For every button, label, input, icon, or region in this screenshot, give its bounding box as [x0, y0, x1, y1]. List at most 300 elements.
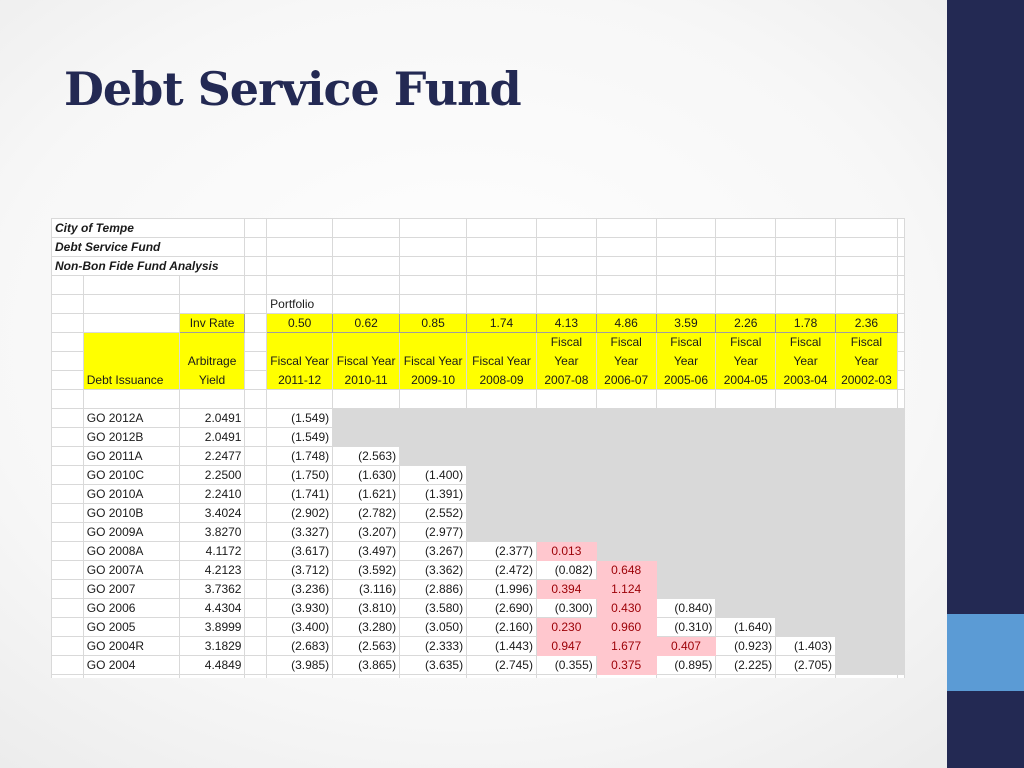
empty-cell — [897, 599, 904, 618]
arbitrage-yield: 4.4849 — [179, 656, 245, 675]
empty-cell — [52, 333, 84, 352]
empty-cell — [52, 447, 84, 466]
debt-issuance-name: GO 2005 — [83, 618, 179, 637]
empty-cell — [83, 276, 179, 295]
empty-cell — [716, 675, 776, 679]
fund-value-cell — [467, 504, 537, 523]
fund-value-cell — [536, 504, 596, 523]
fund-value-cell: (2.705) — [776, 656, 836, 675]
empty-cell — [400, 675, 467, 679]
fund-value-cell — [716, 523, 776, 542]
empty-cell — [716, 390, 776, 409]
empty-cell — [52, 580, 84, 599]
blank-row — [52, 276, 905, 295]
empty-cell — [536, 257, 596, 276]
empty-cell — [656, 675, 716, 679]
empty-cell — [897, 466, 904, 485]
empty-cell — [245, 219, 267, 238]
inv-rate-value: 0.85 — [400, 314, 467, 333]
fund-value-cell — [536, 447, 596, 466]
fund-value-cell: 0.013 — [536, 542, 596, 561]
fiscal-year-header: Year — [835, 352, 897, 371]
empty-cell — [656, 257, 716, 276]
arbitrage-yield: 2.2500 — [179, 466, 245, 485]
fund-value-cell — [536, 428, 596, 447]
inv-rate-value: 1.78 — [776, 314, 836, 333]
fund-value-cell: (0.300) — [536, 599, 596, 618]
empty-cell — [245, 390, 267, 409]
fund-value-cell — [536, 485, 596, 504]
empty-cell — [400, 257, 467, 276]
spreadsheet-image — [51, 218, 905, 678]
empty-cell — [267, 390, 333, 409]
debt-issuance-name: GO 2010B — [83, 504, 179, 523]
fund-value-cell: (1.549) — [267, 428, 333, 447]
blank-row — [52, 390, 905, 409]
fund-value-cell — [776, 599, 836, 618]
empty-cell — [776, 675, 836, 679]
fund-value-cell — [716, 580, 776, 599]
fund-value-cell: (2.160) — [467, 618, 537, 637]
fund-value-cell: (3.865) — [333, 656, 400, 675]
empty-cell — [536, 675, 596, 679]
empty-cell — [897, 333, 904, 352]
empty-cell — [52, 371, 84, 390]
inv-rate-value: 0.62 — [333, 314, 400, 333]
empty-cell — [897, 504, 904, 523]
table-row — [52, 466, 905, 485]
empty-cell — [835, 295, 897, 314]
fiscal-year-header: Fiscal — [536, 333, 596, 352]
debt-issuance-name: GO 2012A — [83, 409, 179, 428]
fiscal-year-header: Fiscal Year — [267, 352, 333, 371]
empty-cell — [897, 219, 904, 238]
empty-cell — [536, 295, 596, 314]
fiscal-year-header: Year — [536, 352, 596, 371]
empty-cell — [52, 561, 84, 580]
fund-value-cell — [835, 428, 897, 447]
fiscal-year-header: Fiscal Year — [333, 352, 400, 371]
empty-cell — [467, 295, 537, 314]
empty-cell — [179, 295, 245, 314]
arbitrage-yield: 3.8270 — [179, 523, 245, 542]
empty-cell — [245, 257, 267, 276]
fund-value-cell — [596, 409, 656, 428]
empty-cell — [52, 409, 84, 428]
fund-value-cell: (1.443) — [467, 637, 537, 656]
fund-value-cell — [776, 466, 836, 485]
header-fill-cell — [179, 333, 245, 352]
fund-value-cell — [835, 447, 897, 466]
table-row — [52, 561, 905, 580]
fund-value-cell: (2.683) — [267, 637, 333, 656]
empty-cell — [245, 580, 267, 599]
fund-value-cell: (2.782) — [333, 504, 400, 523]
fund-value-cell: 0.394 — [536, 580, 596, 599]
empty-cell — [897, 314, 904, 333]
empty-cell — [596, 219, 656, 238]
empty-cell — [716, 257, 776, 276]
debt-issuance-name: GO 2010C — [83, 466, 179, 485]
fiscal-header-row — [52, 352, 905, 371]
empty-cell — [179, 675, 245, 679]
empty-cell — [897, 523, 904, 542]
sheet-header-row — [52, 238, 905, 257]
empty-cell — [897, 656, 904, 675]
table-row — [52, 447, 905, 466]
fund-value-cell — [467, 523, 537, 542]
empty-cell — [467, 238, 537, 257]
fiscal-year-header: Fiscal — [776, 333, 836, 352]
fund-value-cell — [776, 523, 836, 542]
arbitrage-yield: 3.1829 — [179, 637, 245, 656]
fund-value-cell: (1.621) — [333, 485, 400, 504]
fund-value-cell: 1.677 — [596, 637, 656, 656]
empty-cell — [897, 371, 904, 390]
fund-value-cell — [716, 447, 776, 466]
fund-value-cell — [716, 409, 776, 428]
portfolio-label: Portfolio — [267, 295, 333, 314]
empty-cell — [267, 238, 333, 257]
arbitrage-yield: 3.7362 — [179, 580, 245, 599]
fund-value-cell — [835, 599, 897, 618]
empty-cell — [52, 276, 84, 295]
fund-value-cell — [333, 409, 400, 428]
empty-cell — [245, 447, 267, 466]
empty-cell — [536, 219, 596, 238]
empty-cell — [245, 542, 267, 561]
empty-cell — [245, 466, 267, 485]
fund-value-cell — [776, 580, 836, 599]
fund-value-cell — [835, 466, 897, 485]
fund-value-cell — [333, 428, 400, 447]
fiscal-year-header: Fiscal — [716, 333, 776, 352]
debt-issuance-name: GO 2008A — [83, 542, 179, 561]
fund-value-cell: (3.592) — [333, 561, 400, 580]
fund-value-cell: (1.996) — [467, 580, 537, 599]
fund-value-cell: (2.902) — [267, 504, 333, 523]
empty-cell — [776, 257, 836, 276]
fund-value-cell: (1.403) — [776, 637, 836, 656]
fund-value-cell: (3.280) — [333, 618, 400, 637]
fund-value-cell — [776, 618, 836, 637]
fund-value-cell — [776, 542, 836, 561]
fiscal-year-header: 2011-12 — [267, 371, 333, 390]
fund-value-cell — [776, 428, 836, 447]
empty-cell — [716, 238, 776, 257]
table-row — [52, 656, 905, 675]
arbitrage-yield: 3.4024 — [179, 504, 245, 523]
empty-cell — [776, 390, 836, 409]
fund-value-cell: (1.400) — [400, 466, 467, 485]
fiscal-year-header: Fiscal — [656, 333, 716, 352]
empty-cell — [52, 390, 84, 409]
fund-value-cell — [536, 409, 596, 428]
empty-cell — [897, 352, 904, 371]
empty-cell — [467, 276, 537, 295]
empty-cell — [52, 675, 84, 679]
fund-value-cell — [596, 447, 656, 466]
fiscal-year-header: 20002-03 — [835, 371, 897, 390]
fund-value-cell — [656, 447, 716, 466]
fund-value-cell — [596, 466, 656, 485]
inv-rate-value: 0.50 — [267, 314, 333, 333]
arbitrage-yield: 4.4304 — [179, 599, 245, 618]
table-row — [52, 580, 905, 599]
fund-value-cell — [467, 409, 537, 428]
inv-rate-value: 2.26 — [716, 314, 776, 333]
empty-cell — [656, 238, 716, 257]
fund-value-cell: (3.327) — [267, 523, 333, 542]
fiscal-year-header: 2009-10 — [400, 371, 467, 390]
debt-service-table — [51, 218, 905, 678]
empty-cell — [333, 219, 400, 238]
fund-value-cell — [716, 485, 776, 504]
fund-value-cell — [656, 466, 716, 485]
empty-cell — [835, 390, 897, 409]
empty-cell — [897, 276, 904, 295]
fund-value-cell — [835, 561, 897, 580]
sheet-header-row — [52, 219, 905, 238]
empty-cell — [467, 257, 537, 276]
empty-cell — [52, 428, 84, 447]
empty-cell — [776, 295, 836, 314]
fiscal-year-header: Fiscal Year — [400, 352, 467, 371]
fund-value-cell: (3.810) — [333, 599, 400, 618]
empty-cell — [897, 238, 904, 257]
debt-issuance-name: GO 2009A — [83, 523, 179, 542]
empty-cell — [716, 219, 776, 238]
empty-cell — [83, 314, 179, 333]
empty-cell — [245, 656, 267, 675]
empty-cell — [835, 257, 897, 276]
debt-issuance-label: Debt Issuance — [83, 371, 179, 390]
empty-cell — [897, 295, 904, 314]
empty-cell — [245, 352, 267, 371]
empty-cell — [52, 314, 84, 333]
debt-issuance-name: GO 2004R — [83, 637, 179, 656]
empty-cell — [897, 618, 904, 637]
empty-cell — [52, 542, 84, 561]
fund-value-cell — [467, 466, 537, 485]
empty-cell — [52, 618, 84, 637]
empty-cell — [776, 276, 836, 295]
fund-value-cell: (2.563) — [333, 447, 400, 466]
fund-value-cell: (2.977) — [400, 523, 467, 542]
empty-cell — [52, 504, 84, 523]
fiscal-year-header — [333, 333, 400, 352]
empty-cell — [716, 295, 776, 314]
fund-value-cell: (0.923) — [716, 637, 776, 656]
empty-cell — [596, 295, 656, 314]
debt-issuance-name: GO 2010A — [83, 485, 179, 504]
fund-value-cell: (3.635) — [400, 656, 467, 675]
empty-cell — [52, 656, 84, 675]
empty-cell — [835, 238, 897, 257]
fund-value-cell: (0.082) — [536, 561, 596, 580]
debt-issuance-name: GO 2006 — [83, 599, 179, 618]
empty-cell — [333, 295, 400, 314]
fund-value-cell — [835, 656, 897, 675]
empty-cell — [333, 276, 400, 295]
fiscal-year-header: 2008-09 — [467, 371, 537, 390]
header-fill-cell — [83, 352, 179, 371]
fund-value-cell: 0.407 — [656, 637, 716, 656]
fund-value-cell — [716, 504, 776, 523]
empty-cell — [245, 618, 267, 637]
empty-cell — [835, 219, 897, 238]
fund-value-cell — [467, 485, 537, 504]
fund-value-cell — [596, 504, 656, 523]
empty-cell — [333, 390, 400, 409]
table-row — [52, 637, 905, 656]
arbitrage-yield: 2.0491 — [179, 409, 245, 428]
table-row — [52, 618, 905, 637]
fund-value-cell — [835, 523, 897, 542]
empty-cell — [333, 675, 400, 679]
fund-value-cell — [400, 428, 467, 447]
inv-rate-row — [52, 314, 905, 333]
table-row — [52, 504, 905, 523]
fund-value-cell — [400, 409, 467, 428]
arbitrage-label: Arbitrage — [179, 352, 245, 371]
fund-value-cell — [536, 466, 596, 485]
fund-value-cell: (3.580) — [400, 599, 467, 618]
empty-cell — [897, 390, 904, 409]
arbitrage-yield: 2.2477 — [179, 447, 245, 466]
fund-value-cell: (0.895) — [656, 656, 716, 675]
fund-value-cell — [656, 428, 716, 447]
fund-value-cell — [776, 447, 836, 466]
fiscal-year-header: 2010-11 — [333, 371, 400, 390]
empty-cell — [596, 390, 656, 409]
header-fill-cell — [83, 333, 179, 352]
fund-value-cell: (3.207) — [333, 523, 400, 542]
empty-cell — [596, 238, 656, 257]
empty-cell — [897, 542, 904, 561]
fiscal-year-header: Fiscal Year — [467, 352, 537, 371]
fiscal-year-header — [400, 333, 467, 352]
empty-cell — [467, 675, 537, 679]
fund-value-cell — [656, 485, 716, 504]
fund-value-cell: (3.712) — [267, 561, 333, 580]
empty-cell — [897, 561, 904, 580]
fiscal-year-header: Fiscal — [596, 333, 656, 352]
inv-rate-label: Inv Rate — [179, 314, 245, 333]
table-row — [52, 599, 905, 618]
empty-cell — [835, 675, 897, 679]
fund-value-cell — [467, 447, 537, 466]
empty-cell — [179, 276, 245, 295]
fund-value-cell: (1.750) — [267, 466, 333, 485]
table-row — [52, 428, 905, 447]
empty-cell — [245, 276, 267, 295]
empty-cell — [52, 637, 84, 656]
fund-value-cell: 1.124 — [596, 580, 656, 599]
debt-issuance-name: GO 2011A — [83, 447, 179, 466]
fund-value-cell: 0.648 — [596, 561, 656, 580]
empty-cell — [897, 409, 904, 428]
empty-cell — [333, 238, 400, 257]
fund-value-cell: (1.640) — [716, 618, 776, 637]
fiscal-header-row — [52, 333, 905, 352]
fund-value-cell: (3.050) — [400, 618, 467, 637]
fund-value-cell: (2.472) — [467, 561, 537, 580]
debt-issuance-name: GO 2007A — [83, 561, 179, 580]
fund-value-cell — [656, 504, 716, 523]
fund-value-cell — [835, 580, 897, 599]
fund-value-cell: (2.333) — [400, 637, 467, 656]
fund-value-cell: (3.497) — [333, 542, 400, 561]
table-row — [52, 523, 905, 542]
fund-value-cell: (2.563) — [333, 637, 400, 656]
fund-value-cell — [835, 542, 897, 561]
fund-value-cell — [716, 561, 776, 580]
fund-value-cell: (0.840) — [656, 599, 716, 618]
arbitrage-yield: 4.2123 — [179, 561, 245, 580]
fund-value-cell: 0.960 — [596, 618, 656, 637]
fund-value-cell — [716, 428, 776, 447]
empty-cell — [83, 390, 179, 409]
empty-cell — [245, 409, 267, 428]
empty-cell — [776, 219, 836, 238]
table-row — [52, 485, 905, 504]
fund-value-cell: (2.745) — [467, 656, 537, 675]
empty-cell — [267, 219, 333, 238]
fund-value-cell — [400, 447, 467, 466]
empty-cell — [267, 276, 333, 295]
fiscal-year-header — [267, 333, 333, 352]
fund-value-cell — [776, 409, 836, 428]
fund-value-cell — [776, 561, 836, 580]
empty-cell — [52, 485, 84, 504]
sheet-header-text: Debt Service Fund — [52, 238, 245, 257]
fiscal-year-header: Fiscal — [835, 333, 897, 352]
empty-cell — [536, 238, 596, 257]
empty-cell — [52, 523, 84, 542]
fund-value-cell: 0.430 — [596, 599, 656, 618]
sheet-header-row — [52, 257, 905, 276]
empty-cell — [245, 504, 267, 523]
arbitrage-yield: 3.8999 — [179, 618, 245, 637]
empty-cell — [267, 675, 333, 679]
fund-value-cell: (1.549) — [267, 409, 333, 428]
fund-value-cell: (2.552) — [400, 504, 467, 523]
empty-cell — [656, 295, 716, 314]
fund-value-cell: 0.375 — [596, 656, 656, 675]
empty-cell — [467, 390, 537, 409]
fund-value-cell — [536, 523, 596, 542]
sheet-header-text: City of Tempe — [52, 219, 245, 238]
empty-cell — [52, 295, 84, 314]
empty-cell — [400, 276, 467, 295]
fund-value-cell: (3.400) — [267, 618, 333, 637]
fund-value-cell — [835, 618, 897, 637]
fiscal-year-header: Year — [596, 352, 656, 371]
empty-cell — [333, 257, 400, 276]
empty-cell — [245, 599, 267, 618]
empty-cell — [245, 314, 267, 333]
fund-value-cell — [835, 504, 897, 523]
fiscal-year-header: 2003-04 — [776, 371, 836, 390]
fiscal-year-header: 2007-08 — [536, 371, 596, 390]
fiscal-year-header: 2005-06 — [656, 371, 716, 390]
fund-value-cell — [596, 428, 656, 447]
fund-value-cell: (1.741) — [267, 485, 333, 504]
fund-value-cell: (0.355) — [536, 656, 596, 675]
fund-value-cell — [776, 504, 836, 523]
empty-cell — [245, 561, 267, 580]
